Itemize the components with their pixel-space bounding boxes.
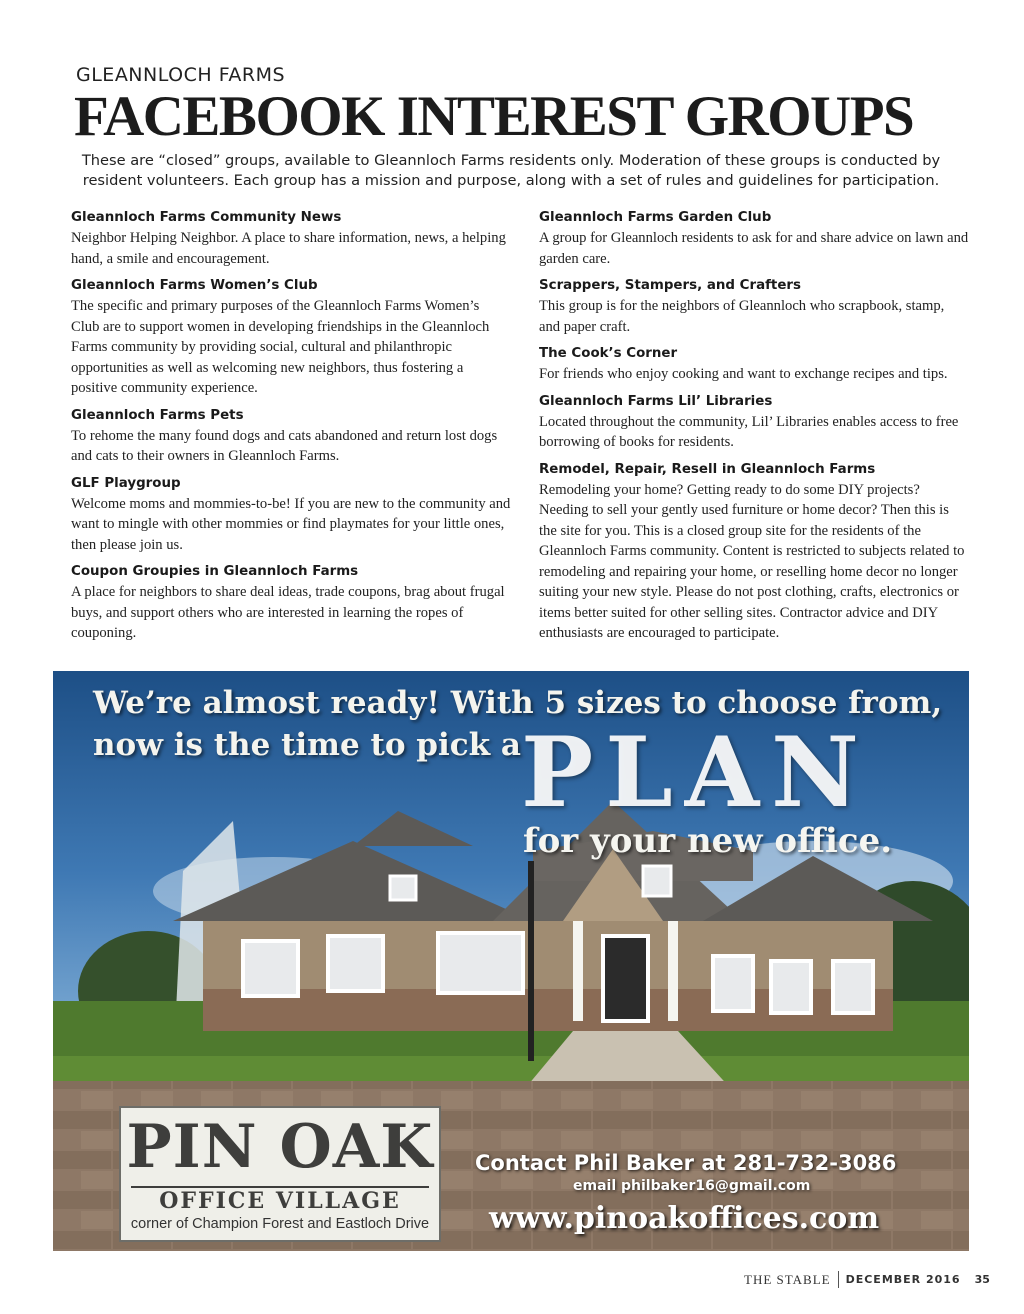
logo-subtitle: OFFICE VILLAGE <box>159 1188 401 1214</box>
pin-oak-logo <box>119 1106 441 1242</box>
group-description: To rehome the many found dogs and cats abandoned and return lost dogs and cats to their owners in Gleannloch Farms. <box>71 427 498 464</box>
ad-email[interactable]: email philbaker16@gmail.com <box>573 1178 811 1194</box>
group-name: Gleannloch Farms Pets <box>71 407 244 423</box>
group-description: Neighbor Helping Neighbor. A place to share information, news, a helping hand, a smile and encouragement. <box>71 230 506 267</box>
ad-contact: Contact Phil Baker at 281-732-3086 <box>475 1151 897 1175</box>
group-description: Remodeling your home? Getting ready to do some DIY projects? Needing to sell your gently used furniture or home decor? Then this is the site for you. This is a closed group site for the residents of the Gleannloch Farms community. Content is restricted to subjects related to remodeling and repairing your home, or reselling home decor no longer suiting your new style. Please do not post clothing, crafts, electronics or items better suited for other selling sites. Contractor advice and DIY enthusiasts are encouraged to participate. <box>539 481 965 641</box>
ad-headline-line2: now is the time to pick a <box>93 727 521 763</box>
group-entry <box>539 344 969 385</box>
group-description: The specific and primary purposes of the Gleannloch Farms Women’s Club are to support women in developing friendships in the Gleannloch Farms community by providing social, cultural and philanthropic opportunities as well as welcoming new neighbors, thus fostering a positive community experience. <box>71 298 490 396</box>
footer-divider <box>838 1271 839 1288</box>
group-name: Gleannloch Farms Community News <box>71 210 342 225</box>
logo-address: corner of Champion Forest and Eastloch Drive <box>130 1216 430 1232</box>
group-description: Located throughout the community, Lil’ Libraries enables access to free borrowing of books for residents. <box>539 413 959 450</box>
page-number: 35 <box>974 1273 990 1286</box>
group-entry <box>71 562 511 644</box>
ad-plan-word: PLAN <box>521 716 871 829</box>
group-name: The Cook’s Corner <box>539 346 678 361</box>
group-name: Gleannloch Farms Women’s Club <box>71 278 318 293</box>
page-footer <box>744 1271 990 1288</box>
pin-oak-advertisement <box>53 671 969 1251</box>
group-description: Welcome moms and mommies-to-be! If you are new to the community and want to mingle with other mommies or find playmates for your little ones, then please join us. <box>71 495 511 553</box>
magazine-name: THE STABLE <box>744 1271 831 1287</box>
page-title: FACEBOOK INTEREST GROUPS <box>74 85 914 148</box>
ad-headline-line1: We’re almost ready! With 5 sizes to choose from, <box>93 685 943 721</box>
group-entry <box>539 208 969 269</box>
group-name: Gleannloch Farms Garden Club <box>539 210 772 225</box>
group-entry <box>539 460 969 644</box>
logo-name: PIN OAK <box>126 1112 434 1182</box>
ad-subline: for your new office. <box>523 821 893 861</box>
group-entry <box>539 392 969 453</box>
group-name: Coupon Groupies in Gleannloch Farms <box>71 564 359 579</box>
group-description: This group is for the neighbors of Gleannloch who scrapbook, stamp, and paper craft. <box>539 298 945 335</box>
group-description: A group for Gleannloch residents to ask for and share advice on lawn and garden care. <box>539 230 969 267</box>
issue-date: DECEMBER 2016 <box>845 1273 961 1286</box>
ad-website[interactable]: www.pinoakoffices.com <box>489 1201 880 1236</box>
group-name: GLF Playgroup <box>71 475 181 491</box>
group-entry <box>71 276 511 399</box>
group-entry <box>71 474 511 556</box>
group-entry <box>71 406 511 467</box>
group-entry <box>539 276 969 337</box>
intro-paragraph: These are “closed” groups, available to Gleannloch Farms residents only. Moderation of these groups is conducted by resident volunteers. Each group has a mission and purpose, along with a set of rules and guidelines for participation. <box>81 152 941 189</box>
group-name: Remodel, Repair, Resell in Gleannloch Farms <box>539 461 876 477</box>
group-entry <box>71 208 511 269</box>
group-name: Scrappers, Stampers, and Crafters <box>539 278 801 293</box>
groups-column-right <box>539 208 969 651</box>
section-kicker: GLEANNLOCH FARMS <box>76 64 286 86</box>
groups-column-left <box>71 208 511 651</box>
group-description: A place for neighbors to share deal ideas, trade coupons, brag about frugal buys, and support others who are interested in learning the ropes of couponing. <box>71 584 505 641</box>
group-description: For friends who enjoy cooking and want to exchange recipes and tips. <box>539 366 948 382</box>
group-name: Gleannloch Farms Lil’ Libraries <box>539 393 773 409</box>
